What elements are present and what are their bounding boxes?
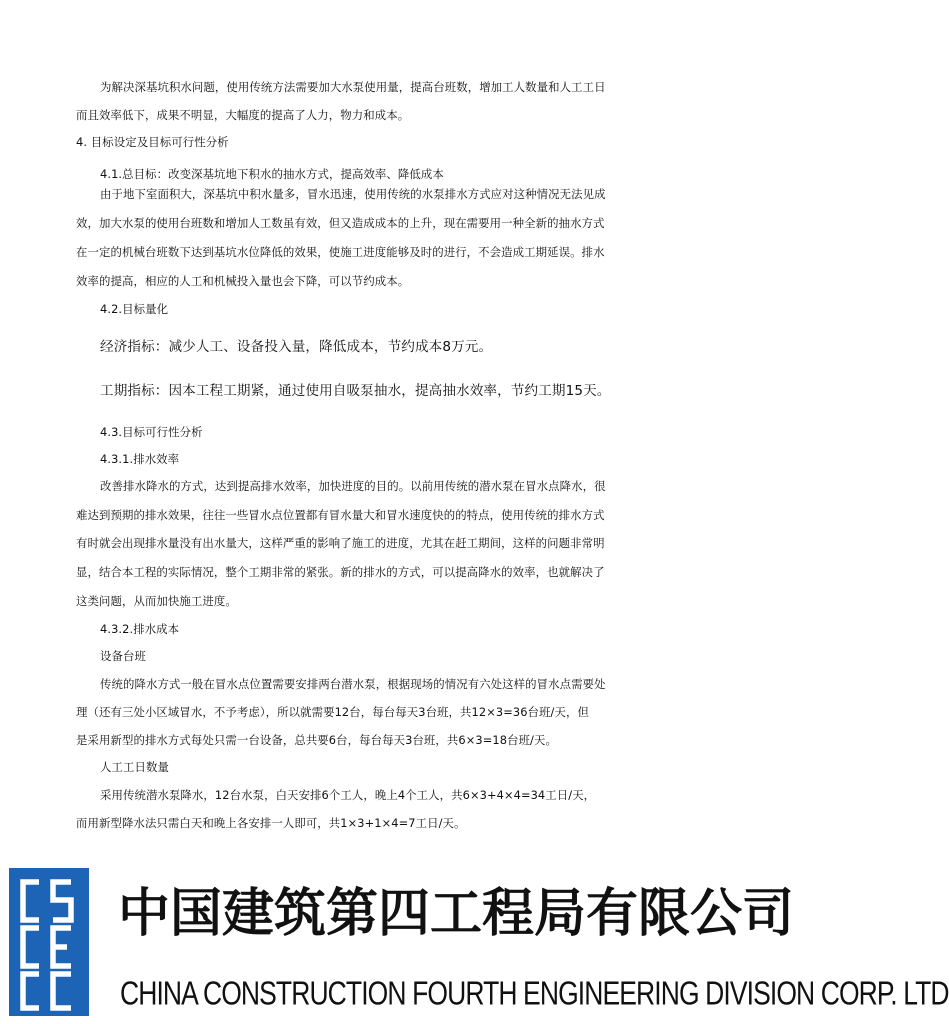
item-heading: 设备台班 — [100, 649, 146, 663]
paragraph-line: 这类问题，从而加快施工进度。 — [76, 594, 237, 608]
company-name-english: CHINA CONSTRUCTION FOURTH ENGINEERING DIVISION CORP. LTD — [120, 974, 949, 1012]
subsection-heading: 4.1.总目标：改变深基坑地下积水的抽水方式，提高效率、降低成本 — [100, 167, 444, 181]
subsection-heading: 4.3.1.排水效率 — [100, 452, 180, 466]
paragraph-line: 由于地下室面积大，深基坑中积水量多，冒水迅速，使用传统的水泵排水方式应对这种情况无法见成 — [100, 187, 606, 201]
subsection-heading: 4.3.2.排水成本 — [100, 622, 180, 636]
paragraph-line: 在一定的机械台班数下达到基坑水位降低的效果，使施工进度能够及时的进行，不会造成工期延误。排水 — [76, 245, 605, 259]
paragraph-line: 而且效率低下，成果不明显，大幅度的提高了人力，物力和成本。 — [76, 108, 410, 122]
subsection-heading: 4.3.目标可行性分析 — [100, 425, 203, 439]
item-heading: 人工工日数量 — [100, 760, 169, 774]
company-footer — [0, 862, 949, 1024]
paragraph-line: 效率的提高，相应的人工和机械投入量也会下降，可以节约成本。 — [76, 274, 410, 288]
paragraph-line: 为解决深基坑积水问题，使用传统方法需要加大水泵使用量，提高台班数，增加工人数量和人工工日 — [100, 80, 606, 94]
economic-indicator: 经济指标：减少人工、设备投入量，降低成本，节约成本8万元。 — [100, 339, 493, 355]
paragraph-line: 显，结合本工程的实际情况，整个工期非常的紧张。新的排水的方式，可以提高降水的效率，也就解决了 — [76, 565, 605, 579]
paragraph-line: 有时就会出现排水量没有出水量大，这样严重的影响了施工的进度，尤其在赶工期间，这样的问题非常明 — [76, 536, 605, 550]
section-heading: 4. 目标设定及目标可行性分析 — [76, 135, 229, 149]
paragraph-line: 改善排水降水的方式，达到提高排水效率，加快进度的目的。以前用传统的潜水泵在冒水点降水，很 — [100, 479, 606, 493]
schedule-indicator: 工期指标：因本工程工期紧，通过使用自吸泵抽水，提高抽水效率，节约工期15天。 — [100, 383, 611, 399]
paragraph-line: 效，加大水泵的使用台班数和增加人工数虽有效，但又造成成本的上升，现在需要用一种全新的抽水方式 — [76, 216, 605, 230]
paragraph-line: 是采用新型的排水方式每处只需一台设备，总共要6台，每台每天3台班，共6×3=18台班/天。 — [76, 733, 557, 747]
cscec-logo-icon — [9, 868, 89, 1016]
company-name-chinese: 中国建筑第四工程局有限公司 — [118, 884, 795, 944]
paragraph-line: 难达到预期的排水效果，往往一些冒水点位置都有冒水量大和冒水速度快的的特点，使用传统的排水方式 — [76, 508, 605, 522]
subsection-heading: 4.2.目标量化 — [100, 302, 169, 316]
paragraph-line: 理（还有三处小区域冒水，不予考虑），所以就需要12台，每台每天3台班，共12×3=36台班/天，但 — [76, 705, 589, 719]
paragraph-line: 采用传统潜水泵降水，12台水泵，白天安排6个工人，晚上4个工人，共6×3+4×4=34工日/天， — [100, 788, 596, 802]
paragraph-line: 而用新型降水法只需白天和晚上各安排一人即可，共1×3+1×4=7工日/天。 — [76, 816, 466, 830]
paragraph-line: 传统的降水方式一般在冒水点位置需要安排两台潜水泵，根据现场的情况有六处这样的冒水点需要处 — [100, 677, 606, 691]
